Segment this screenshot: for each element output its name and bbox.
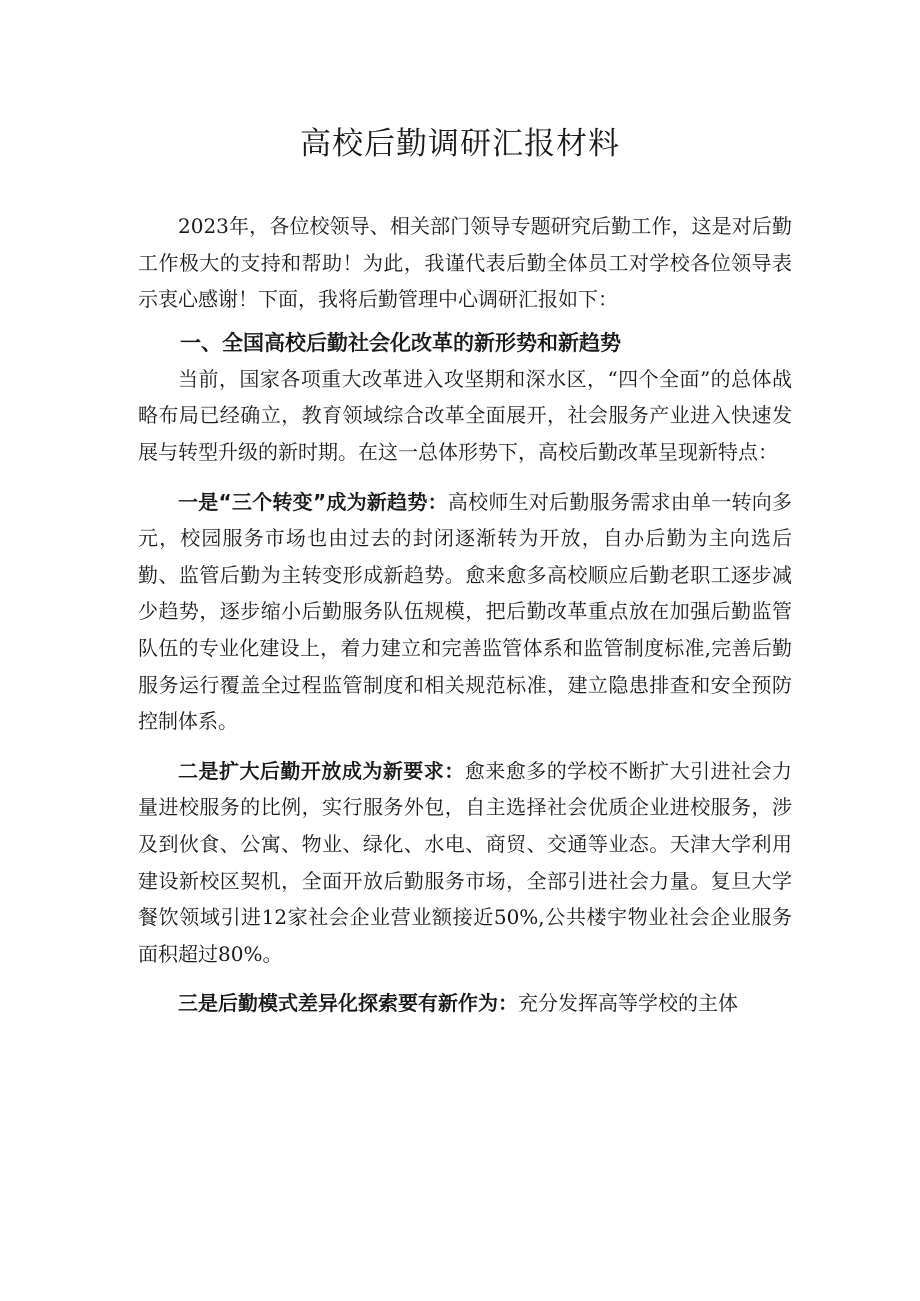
point-paragraph-3 [138,985,792,1022]
point-paragraph-1 [138,484,792,740]
point-paragraph-2 [138,753,792,973]
spacer [138,740,792,753]
point-text: 愈来愈多的学校不断扩大引进社会力量进校服务的比例，实行服务外包，自主选择社会优质企业进校服务，涉及到伙食、公寓、物业、绿化、水电、商贸、交通等业态。天津大学利用建设新校区契机，全面开放后勤服务市场，全部引进社会力量。复旦大学餐饮领域引进12家社会企业营业额接近50%,公共楼宇物业社会企业服务面积超过80%。 [138,758,793,966]
point-lead: 二是扩大后勤开放成为新要求： [178,758,465,783]
section-heading: 一、全国高校后勤社会化改革的新形势和新趋势 [180,330,621,355]
spacer [138,972,792,985]
point-text: 高校师生对后勤服务需求由单一转向多元，校园服务市场也由过去的封闭逐渐转为开放，自办后勤为主向选后勤、监管后勤为主转变形成新趋势。愈来愈多高校顺应后勤老职工逐步减少趋势，逐步缩小后勤服务队伍规模，把后勤改革重点放在加强后勤监管队伍的专业化建设上，着力建立和完善监管体系和监管制度标准,完善后勤服务运行覆盖全过程监管制度和相关规范标准，建立隐患排查和安全预防控制体系。 [138,489,792,734]
document-title: 高校后勤调研汇报材料 [300,126,620,162]
spacer [138,318,792,325]
intro-paragraph: 2023年，各位校领导、相关部门领导专题研究后勤工作，这是对后勤工作极大的支持和帮助！为此，我谨代表后勤全体员工对学校各位领导表示衷心感谢！下面，我将后勤管理中心调研汇报如下： [138,214,792,312]
spacer [138,471,792,484]
document-body [138,208,792,1022]
point-text: 充分发挥高等学校的主体 [518,991,738,1016]
point-lead: 一是“三个转变”成为新趋势： [178,489,448,514]
point-lead: 三是后勤模式差异化探索要有新作为： [178,991,518,1016]
section-paragraph: 当前，国家各项重大改革进入攻坚期和深水区，“四个全面”的总体战略布局已经确立，教育领域综合改革全面展开，社会服务产业进入快速发展与转型升级的新时期。在这一总体形势下，高校后勤改革呈现新特点： [138,366,792,464]
